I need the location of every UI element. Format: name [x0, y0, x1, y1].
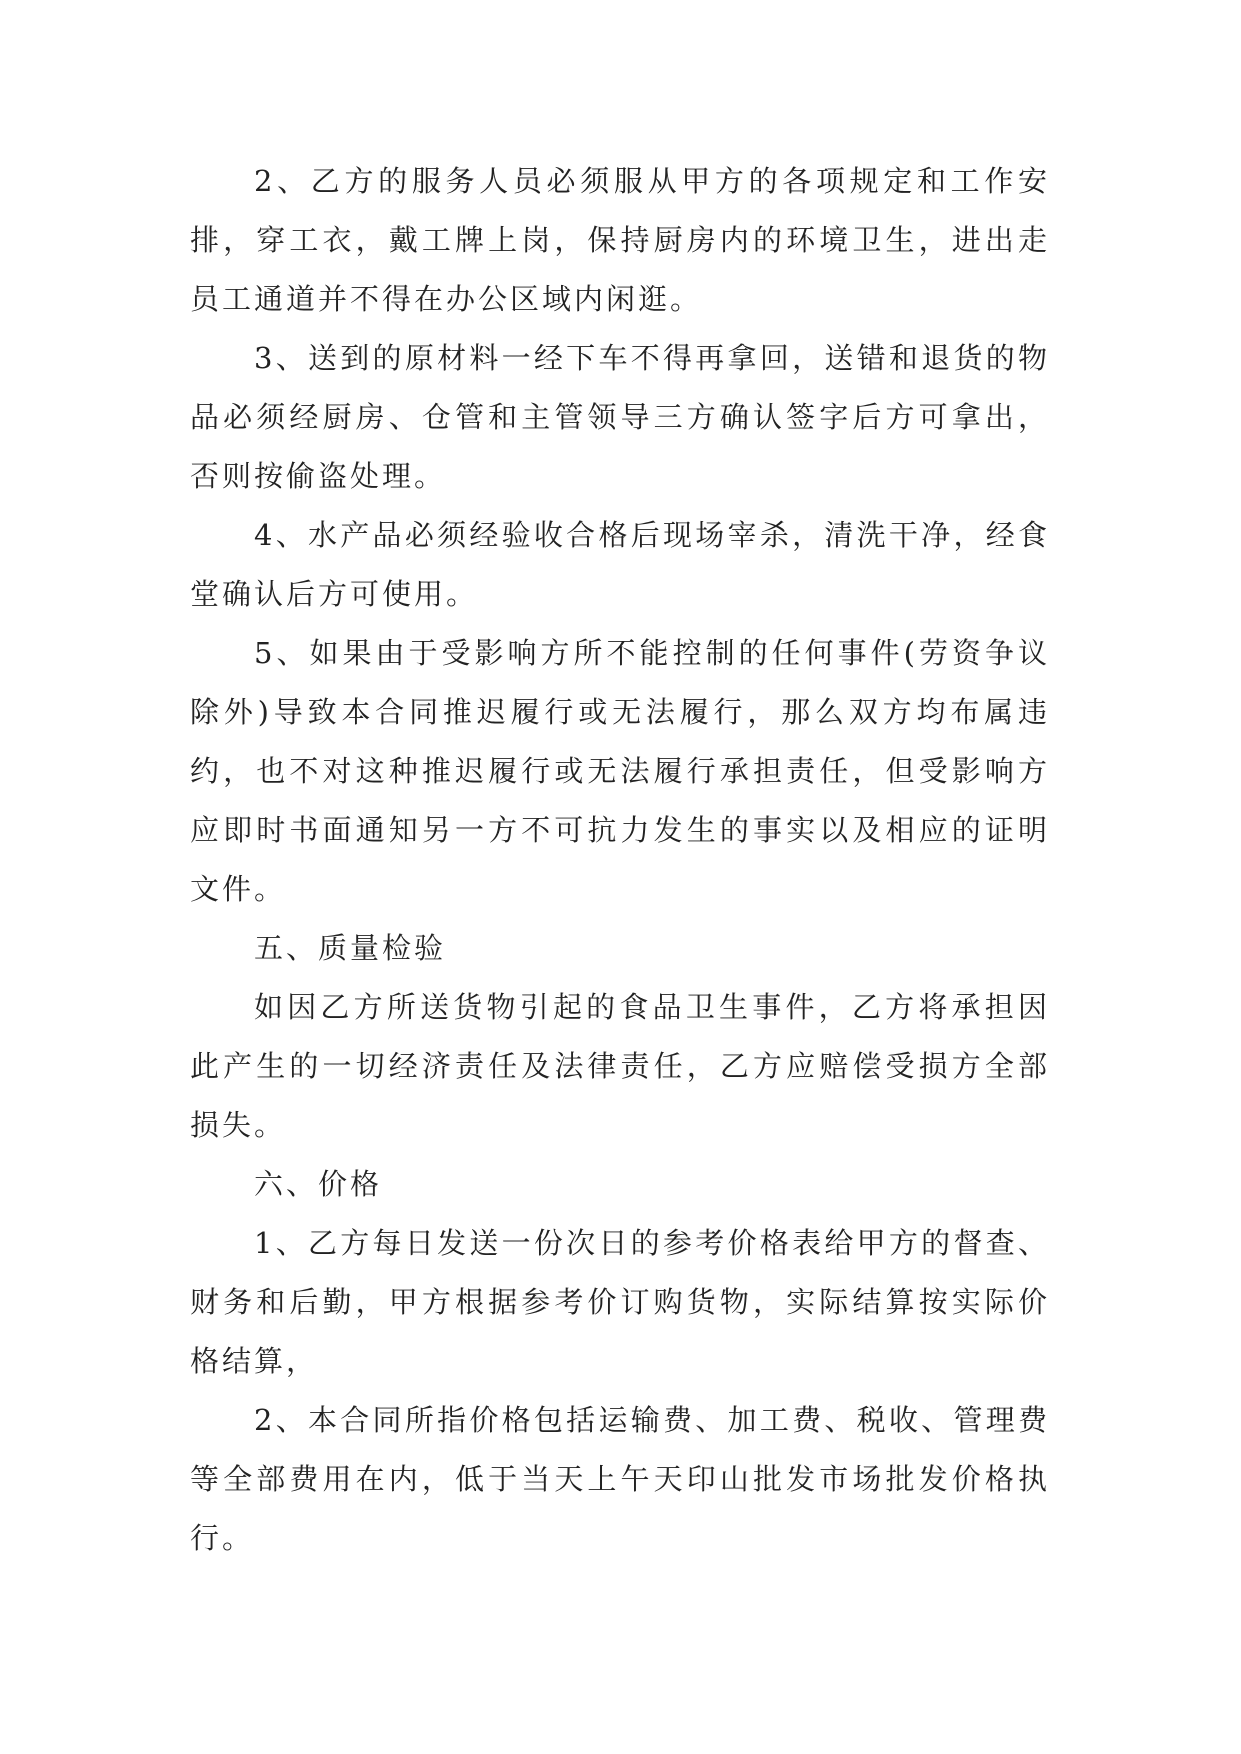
- clause-4-4: 4、水产品必须经验收合格后现场宰杀，清洗干净，经食堂确认后方可使用。: [190, 518, 1050, 611]
- clause-4-3: 3、送到的原材料一经下车不得再拿回，送错和退货的物品必须经厨房、仓管和主管领导三方确认签字后方可拿出，否则按偷盗处理。: [190, 341, 1050, 493]
- section-heading-price: 六、价格: [254, 1167, 383, 1201]
- clause-price-2: 2、本合同所指价格包括运输费、加工费、税收、管理费等全部费用在内，低于当天上午天印山批发市场批发价格执行。: [190, 1403, 1050, 1555]
- clause-price-1: 1、乙方每日发送一份次日的参考价格表给甲方的督查、财务和后勤，甲方根据参考价订购货物，实际结算按实际价格结算，: [190, 1226, 1050, 1378]
- clause-4-2: 2、乙方的服务人员必须服从甲方的各项规定和工作安排，穿工衣，戴工牌上岗，保持厨房内的环境卫生，进出走员工通道并不得在办公区域内闲逛。: [190, 164, 1050, 316]
- clause-quality: 如因乙方所送货物引起的食品卫生事件，乙方将承担因此产生的一切经济责任及法律责任，乙方应赔偿受损方全部损失。: [190, 990, 1050, 1142]
- document-body: [190, 152, 1050, 1568]
- clause-4-5: 5、如果由于受影响方所不能控制的任何事件(劳资争议除外)导致本合同推迟履行或无法履行，那么双方均布属违约，也不对这种推迟履行或无法履行承担责任，但受影响方应即时书面通知另一方不可抗力发生的事实以及相应的证明文件。: [190, 636, 1050, 906]
- section-heading-quality: 五、质量检验: [254, 931, 447, 965]
